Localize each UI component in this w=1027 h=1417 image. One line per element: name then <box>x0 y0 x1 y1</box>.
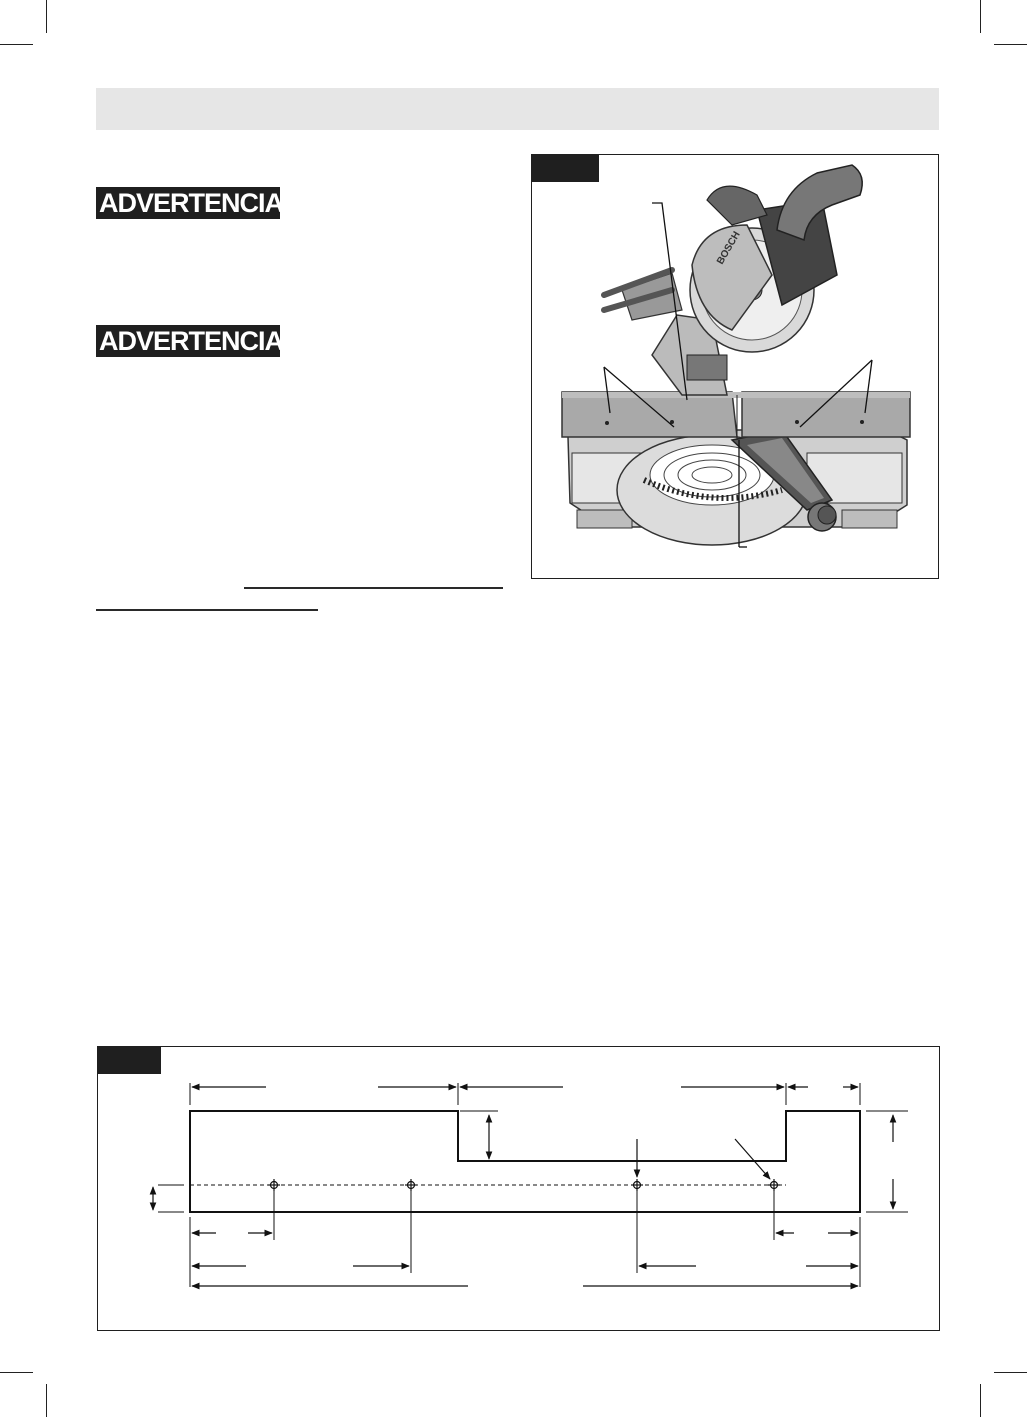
crop-mark <box>994 1372 1027 1373</box>
warning-label: ADVERTENCIA <box>99 325 284 356</box>
fence-outline <box>190 1111 860 1212</box>
figure-1-box <box>531 154 939 579</box>
dimension-lines <box>153 1087 893 1286</box>
section-header-bar <box>96 88 939 130</box>
brand-logo-text: BOSCH <box>715 229 743 267</box>
crop-mark <box>980 0 981 33</box>
warning-label: ADVERTENCIA <box>99 187 284 218</box>
warning-badge <box>96 187 284 219</box>
crop-mark <box>46 0 47 33</box>
crop-mark <box>980 1384 981 1417</box>
miter-saw-illustration <box>532 155 938 578</box>
underline-rule <box>96 609 318 611</box>
warning-badge <box>96 325 284 357</box>
crop-mark <box>994 44 1027 45</box>
fence-dimension-drawing <box>98 1047 939 1330</box>
crop-mark <box>46 1384 47 1417</box>
underline-rule <box>244 587 503 589</box>
fence <box>562 392 910 440</box>
crop-mark <box>0 1372 33 1373</box>
crop-mark <box>0 44 33 45</box>
figure-2-box <box>97 1046 940 1331</box>
